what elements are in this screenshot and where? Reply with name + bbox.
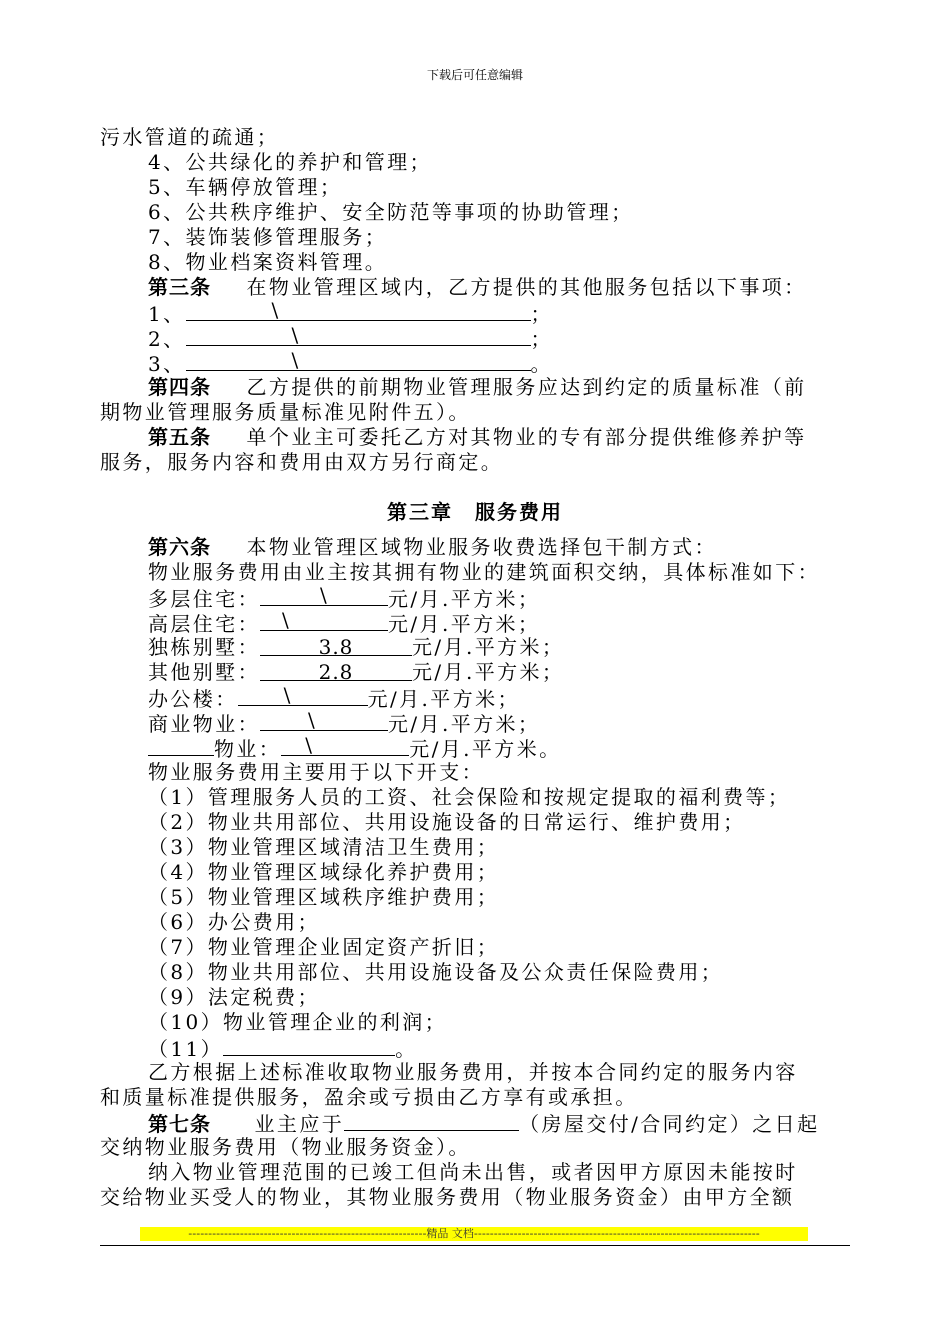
- fee-label: 商业物业：: [148, 712, 260, 736]
- expense-item: （4）物业管理区域绿化养护费用；: [148, 860, 500, 884]
- item-number: 1、: [148, 302, 186, 326]
- fee-value: 3.8: [318, 635, 354, 659]
- blank-field: [186, 325, 531, 346]
- slash-mark: \: [271, 298, 280, 322]
- page-header: 下载后可任意编辑: [426, 68, 523, 82]
- fee-value: 2.8: [318, 660, 354, 684]
- fee-row: [148, 710, 540, 737]
- fee-label: 办公楼：: [148, 687, 238, 711]
- fee-label: 其他别墅：: [148, 660, 260, 684]
- list-item: 7、装饰装修管理服务；: [148, 225, 388, 249]
- punct: 。: [395, 1037, 418, 1061]
- fee-unit: 元/月.平方米；: [412, 635, 565, 659]
- item-number: 3、: [148, 352, 186, 376]
- text-line: 物业服务费用由业主按其拥有物业的建筑面积交纳，具体标准如下：: [148, 560, 820, 584]
- article-label: 第五条: [148, 425, 211, 449]
- fee-unit: 元/月.平方米。: [409, 737, 562, 761]
- fee-row: [148, 685, 520, 712]
- paragraph-line: 纳入物业管理范围的已竣工但尚未出售，或者因甲方原因未能按时: [148, 1160, 798, 1184]
- fee-label: 物业：: [214, 737, 282, 761]
- fee-blank: [260, 610, 388, 631]
- punct: ；: [530, 302, 553, 326]
- article-5: [148, 425, 807, 450]
- slash-mark: \: [291, 323, 300, 347]
- article-text: 乙方提供的前期物业管理服务应达到约定的质量标准（前: [246, 375, 807, 399]
- article-text: （房屋交付/合同约定）之日起: [519, 1112, 820, 1136]
- paragraph-line: 乙方根据上述标准收取物业服务费用，并按本合同约定的服务内容: [148, 1060, 798, 1084]
- slash-mark: \: [320, 583, 328, 607]
- punct: ；: [530, 327, 553, 351]
- blank-item: [148, 350, 553, 377]
- date-blank: [344, 1110, 519, 1131]
- item-number: （11）: [148, 1037, 224, 1061]
- blank-item: [148, 325, 553, 352]
- article-4: [148, 375, 807, 400]
- fee-blank: [238, 685, 368, 706]
- text-line: 物业服务费用主要用于以下开支：: [148, 760, 484, 784]
- fee-unit: 元/月.平方米；: [412, 660, 565, 684]
- fee-blank: [260, 635, 412, 659]
- expense-item: （3）物业管理区域清洁卫生费用；: [148, 835, 500, 859]
- expense-item: （10）物业管理企业的利润；: [148, 1010, 448, 1034]
- expense-item: [148, 1035, 417, 1062]
- fee-unit: 元/月.平方米；: [388, 712, 541, 736]
- expense-item: （6）办公费用；: [148, 910, 320, 934]
- fee-row: [148, 585, 540, 612]
- text-line: 污水管道的疏通；: [100, 125, 280, 149]
- text-line: 交纳物业服务费用（物业服务资金）。: [100, 1135, 471, 1159]
- article-label: 第三条: [148, 275, 211, 299]
- footer-banner: ------------------------------------------------------------精品 文档------------------------------------------------------------------------: [140, 1227, 808, 1241]
- fee-label: 高层住宅：: [148, 612, 260, 636]
- footer-rule: [100, 1245, 850, 1246]
- blank-field: [223, 1035, 395, 1056]
- slash-mark: \: [283, 683, 292, 707]
- fee-row: [148, 610, 540, 637]
- fee-unit: 元/月.平方米；: [388, 612, 541, 636]
- fee-row: [148, 660, 564, 685]
- paragraph-line: 和质量标准提供服务，盈余或亏损由乙方享有或承担。: [100, 1085, 638, 1109]
- fee-label: 独栋别墅：: [148, 635, 260, 659]
- blank-field: [186, 350, 531, 371]
- expense-item: （8）物业共用部位、共用设施设备及公众责任保险费用；: [148, 960, 724, 984]
- fee-unit: 元/月.平方米；: [388, 587, 541, 611]
- article-3: [148, 275, 807, 300]
- fee-label: 多层住宅：: [148, 587, 260, 611]
- item-number: 2、: [148, 327, 186, 351]
- fee-blank: [260, 710, 388, 731]
- expense-item: （5）物业管理区域秩序维护费用；: [148, 885, 500, 909]
- fee-blank: [260, 660, 412, 684]
- article-text: 业主应于: [254, 1112, 345, 1136]
- article-label: 第七条: [148, 1112, 211, 1136]
- list-item: 6、公共秩序维护、安全防范等事项的协助管理；: [148, 200, 634, 224]
- fee-row: [148, 635, 564, 660]
- list-item: 5、车辆停放管理；: [148, 175, 343, 199]
- expense-item: （7）物业管理企业固定资产折旧；: [148, 935, 500, 959]
- fee-unit: 元/月.平方米；: [367, 687, 520, 711]
- fee-row: [148, 735, 562, 762]
- slash-mark: \: [282, 608, 290, 632]
- list-item: 4、公共绿化的养护和管理；: [148, 150, 432, 174]
- text-line: 服务，服务内容和费用由双方另行商定。: [100, 450, 504, 474]
- slash-mark: \: [305, 733, 313, 757]
- expense-item: （2）物业共用部位、共用设施设备的日常运行、维护费用；: [148, 810, 746, 834]
- blank-item: [148, 300, 553, 327]
- fee-type-blank: [148, 735, 214, 756]
- article-label: 第四条: [148, 375, 211, 399]
- expense-item: （1）管理服务人员的工资、社会保险和按规定提取的福利费等；: [148, 785, 791, 809]
- chapter-title: 第三章 服务费用: [387, 500, 563, 524]
- fee-blank: [260, 585, 388, 606]
- article-6: [148, 535, 717, 560]
- article-7: [148, 1110, 819, 1137]
- article-text: 在物业管理区域内，乙方提供的其他服务包括以下事项：: [246, 275, 807, 299]
- expense-item: （9）法定税费；: [148, 985, 320, 1009]
- blank-field: [186, 300, 531, 321]
- article-text: 单个业主可委托乙方对其物业的专有部分提供维修养护等: [246, 425, 807, 449]
- article-label: 第六条: [148, 535, 211, 559]
- slash-mark: \: [291, 348, 300, 372]
- article-text: 本物业管理区域物业服务收费选择包干制方式：: [246, 535, 717, 559]
- text-line: 期物业管理服务质量标准见附件五）。: [100, 400, 471, 424]
- slash-mark: \: [308, 708, 316, 732]
- punct: 。: [530, 352, 553, 376]
- fee-blank: [281, 735, 409, 756]
- list-item: 8、物业档案资料管理。: [148, 250, 388, 274]
- paragraph-line: 交给物业买受人的物业，其物业服务费用（物业服务资金）由甲方全额: [100, 1185, 795, 1209]
